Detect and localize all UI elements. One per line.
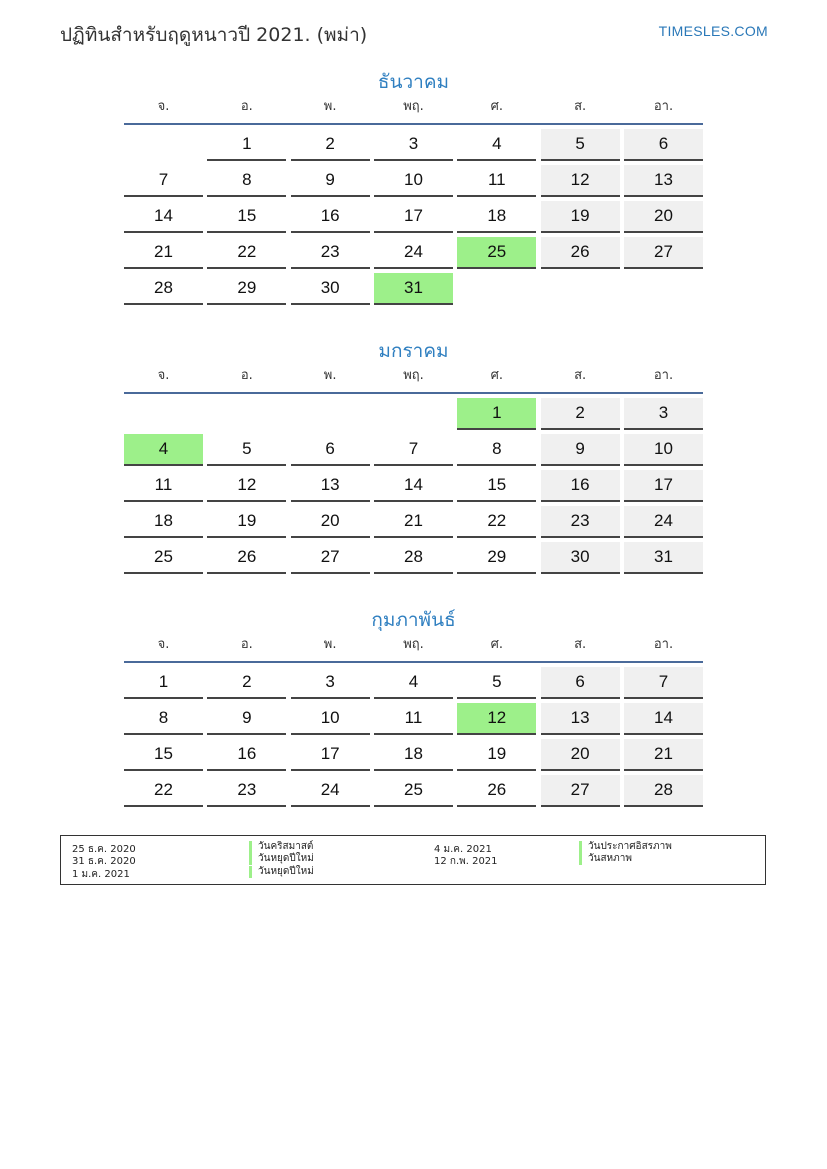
day-cell[interactable]: 13 bbox=[624, 165, 703, 197]
month-title: ธันวาคม bbox=[377, 71, 450, 93]
page-title: ปฏิทินสำหรับฤดูหนาวปี 2021. (พม่า) bbox=[60, 24, 368, 46]
day-cell[interactable]: 21 bbox=[624, 739, 703, 771]
weekday-label: พ. bbox=[323, 368, 337, 383]
day-cell[interactable]: 19 bbox=[541, 201, 620, 233]
weekday-label: จ. bbox=[157, 368, 170, 383]
weekday-label: จ. bbox=[157, 99, 170, 114]
day-cell[interactable]: 24 bbox=[291, 775, 370, 807]
day-cell[interactable]: 15 bbox=[124, 739, 203, 771]
week-row bbox=[124, 703, 703, 735]
day-cell[interactable]: 27 bbox=[291, 542, 370, 574]
weekday-label: ศ. bbox=[490, 368, 503, 383]
day-cell[interactable]: 12 bbox=[207, 470, 286, 502]
day-cell[interactable]: 28 bbox=[374, 542, 453, 574]
day-cell[interactable]: 3 bbox=[624, 398, 703, 430]
weekday-label: อา. bbox=[653, 368, 674, 383]
day-cell[interactable]: 16 bbox=[207, 739, 286, 771]
day-cell[interactable]: 28 bbox=[624, 775, 703, 807]
day-cell[interactable]: 23 bbox=[541, 506, 620, 538]
day-cell[interactable]: 22 bbox=[124, 775, 203, 807]
legend-date: 31 ธ.ค. 2020 bbox=[72, 856, 136, 867]
week-row bbox=[124, 506, 703, 538]
day-cell[interactable]: 29 bbox=[207, 273, 286, 305]
week-row bbox=[124, 273, 703, 305]
empty-day-cell bbox=[624, 273, 703, 305]
weekday-label: ส. bbox=[574, 637, 587, 652]
day-cell[interactable]: 26 bbox=[541, 237, 620, 269]
day-cell[interactable]: 24 bbox=[624, 506, 703, 538]
day-cell[interactable]: 22 bbox=[207, 237, 286, 269]
brand-link[interactable]: TIMESLES.COM bbox=[658, 23, 768, 39]
day-cell[interactable]: 8 bbox=[207, 165, 286, 197]
day-cell[interactable]: 20 bbox=[541, 739, 620, 771]
day-cell[interactable]: 31 bbox=[624, 542, 703, 574]
day-cell[interactable]: 10 bbox=[624, 434, 703, 466]
legend-date: 25 ธ.ค. 2020 bbox=[72, 844, 136, 855]
day-cell[interactable]: 22 bbox=[457, 506, 536, 538]
day-cell[interactable]: 6 bbox=[624, 129, 703, 161]
day-cell[interactable]: 10 bbox=[291, 703, 370, 735]
day-cell[interactable]: 20 bbox=[291, 506, 370, 538]
day-cell[interactable]: 7 bbox=[374, 434, 453, 466]
day-cell[interactable]: 27 bbox=[541, 775, 620, 807]
week-row bbox=[124, 739, 703, 771]
day-cell[interactable]: 31 bbox=[374, 273, 453, 305]
day-cell[interactable]: 1 bbox=[124, 667, 203, 699]
day-cell[interactable]: 2 bbox=[291, 129, 370, 161]
day-cell[interactable]: 24 bbox=[374, 237, 453, 269]
day-cell[interactable]: 14 bbox=[374, 470, 453, 502]
weekday-header bbox=[124, 97, 703, 125]
day-cell[interactable]: 4 bbox=[457, 129, 536, 161]
day-cell[interactable]: 11 bbox=[124, 470, 203, 502]
day-cell[interactable]: 13 bbox=[291, 470, 370, 502]
day-cell[interactable]: 8 bbox=[457, 434, 536, 466]
weekday-label: พ. bbox=[323, 637, 337, 652]
weekday-label: จ. bbox=[157, 637, 170, 652]
day-cell[interactable]: 3 bbox=[374, 129, 453, 161]
day-cell[interactable]: 13 bbox=[541, 703, 620, 735]
legend-holiday-name: วันหยุดปีใหม่ bbox=[249, 853, 314, 865]
holiday-legend bbox=[60, 835, 766, 885]
day-cell[interactable]: 4 bbox=[124, 434, 203, 466]
day-cell[interactable]: 11 bbox=[374, 703, 453, 735]
day-cell[interactable]: 3 bbox=[291, 667, 370, 699]
week-row bbox=[124, 434, 703, 466]
day-cell[interactable]: 11 bbox=[457, 165, 536, 197]
weekday-label: ศ. bbox=[490, 637, 503, 652]
legend-date: 4 ม.ค. 2021 bbox=[434, 844, 492, 855]
week-row bbox=[124, 237, 703, 269]
weekday-label: อา. bbox=[653, 99, 674, 114]
day-cell[interactable]: 12 bbox=[541, 165, 620, 197]
day-cell[interactable]: 25 bbox=[374, 775, 453, 807]
day-cell[interactable]: 5 bbox=[457, 667, 536, 699]
day-cell[interactable]: 18 bbox=[374, 739, 453, 771]
weekday-label: พฤ. bbox=[403, 368, 424, 383]
weekday-label: ศ. bbox=[490, 99, 503, 114]
legend-holiday-name: วันประกาศอิสรภาพ bbox=[579, 841, 672, 853]
day-cell[interactable]: 1 bbox=[457, 398, 536, 430]
week-row bbox=[124, 470, 703, 502]
month-block bbox=[124, 336, 703, 578]
weekday-label: พฤ. bbox=[403, 637, 424, 652]
day-cell[interactable]: 25 bbox=[457, 237, 536, 269]
legend-date: 1 ม.ค. 2021 bbox=[72, 869, 130, 880]
day-cell[interactable]: 14 bbox=[624, 703, 703, 735]
day-cell[interactable]: 15 bbox=[457, 470, 536, 502]
day-cell[interactable]: 9 bbox=[291, 165, 370, 197]
empty-day-cell bbox=[207, 398, 286, 430]
day-cell[interactable]: 18 bbox=[124, 506, 203, 538]
week-row bbox=[124, 667, 703, 699]
day-cell[interactable]: 29 bbox=[457, 542, 536, 574]
weekday-label: อ. bbox=[240, 637, 253, 652]
empty-day-cell bbox=[541, 273, 620, 305]
day-cell[interactable]: 12 bbox=[457, 703, 536, 735]
weekday-header bbox=[124, 366, 703, 394]
day-cell[interactable]: 9 bbox=[207, 703, 286, 735]
weekday-label: อ. bbox=[240, 368, 253, 383]
weekday-label: พ. bbox=[323, 99, 337, 114]
day-cell[interactable]: 15 bbox=[207, 201, 286, 233]
day-cell[interactable]: 1 bbox=[207, 129, 286, 161]
day-cell[interactable]: 27 bbox=[624, 237, 703, 269]
day-cell[interactable]: 18 bbox=[457, 201, 536, 233]
day-cell[interactable]: 5 bbox=[541, 129, 620, 161]
day-cell[interactable]: 4 bbox=[374, 667, 453, 699]
month-block bbox=[124, 67, 703, 309]
day-cell[interactable]: 19 bbox=[207, 506, 286, 538]
month-title: มกราคม bbox=[378, 340, 449, 362]
day-cell[interactable]: 8 bbox=[124, 703, 203, 735]
day-cell[interactable]: 7 bbox=[124, 165, 203, 197]
weekday-label: อา. bbox=[653, 637, 674, 652]
day-cell[interactable]: 9 bbox=[541, 434, 620, 466]
day-cell[interactable]: 17 bbox=[374, 201, 453, 233]
day-cell[interactable]: 25 bbox=[124, 542, 203, 574]
empty-day-cell bbox=[124, 398, 203, 430]
week-row bbox=[124, 201, 703, 233]
day-cell[interactable]: 30 bbox=[541, 542, 620, 574]
day-cell[interactable]: 20 bbox=[624, 201, 703, 233]
day-cell[interactable]: 6 bbox=[291, 434, 370, 466]
day-cell[interactable]: 6 bbox=[541, 667, 620, 699]
month-block bbox=[124, 605, 703, 811]
weekday-header bbox=[124, 635, 703, 663]
legend-date: 12 ก.พ. 2021 bbox=[434, 856, 498, 867]
legend-holiday-name: วันคริสมาสต์ bbox=[249, 841, 313, 853]
weekday-label: อ. bbox=[240, 99, 253, 114]
day-cell[interactable]: 26 bbox=[457, 775, 536, 807]
empty-day-cell bbox=[374, 398, 453, 430]
day-cell[interactable]: 16 bbox=[541, 470, 620, 502]
day-cell[interactable]: 14 bbox=[124, 201, 203, 233]
week-row bbox=[124, 775, 703, 807]
empty-day-cell bbox=[457, 273, 536, 305]
day-cell[interactable]: 21 bbox=[374, 506, 453, 538]
week-row bbox=[124, 398, 703, 430]
day-cell[interactable]: 23 bbox=[207, 775, 286, 807]
day-cell[interactable]: 10 bbox=[374, 165, 453, 197]
weekday-label: ส. bbox=[574, 368, 587, 383]
day-cell[interactable]: 2 bbox=[207, 667, 286, 699]
day-cell[interactable]: 19 bbox=[457, 739, 536, 771]
day-cell[interactable]: 28 bbox=[124, 273, 203, 305]
day-cell[interactable]: 17 bbox=[291, 739, 370, 771]
day-cell[interactable]: 5 bbox=[207, 434, 286, 466]
empty-day-cell bbox=[124, 129, 203, 161]
week-row bbox=[124, 542, 703, 574]
day-cell[interactable]: 7 bbox=[624, 667, 703, 699]
day-cell[interactable]: 17 bbox=[624, 470, 703, 502]
legend-holiday-name: วันหยุดปีใหม่ bbox=[249, 866, 314, 878]
month-title: กุมภาพันธ์ bbox=[371, 609, 456, 631]
weekday-label: พฤ. bbox=[403, 99, 424, 114]
day-cell[interactable]: 30 bbox=[291, 273, 370, 305]
day-cell[interactable]: 26 bbox=[207, 542, 286, 574]
empty-day-cell bbox=[291, 398, 370, 430]
day-cell[interactable]: 2 bbox=[541, 398, 620, 430]
day-cell[interactable]: 16 bbox=[291, 201, 370, 233]
day-cell[interactable]: 21 bbox=[124, 237, 203, 269]
day-cell[interactable]: 23 bbox=[291, 237, 370, 269]
week-row bbox=[124, 165, 703, 197]
legend-holiday-name: วันสหภาพ bbox=[579, 853, 632, 865]
weekday-label: ส. bbox=[574, 99, 587, 114]
week-row bbox=[124, 129, 703, 161]
